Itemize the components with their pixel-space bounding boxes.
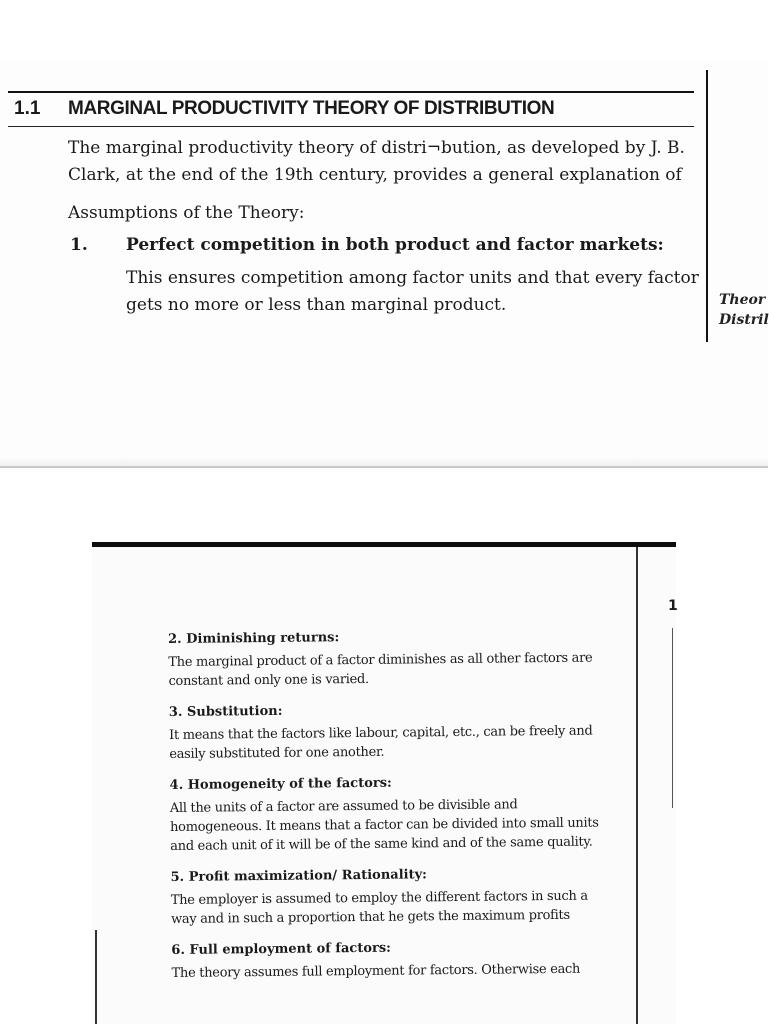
assumption-text xyxy=(170,794,631,856)
item1-number: 1. xyxy=(70,235,88,255)
text-line: The employer is assumed to employ the different factors in such a xyxy=(170,888,588,908)
margin-note-line-1: Theor xyxy=(719,292,766,308)
text-line: homogeneous. It means that a factor can be divided into small units xyxy=(169,815,599,835)
assumption-heading: 6. Full employment of factors: xyxy=(171,940,392,958)
section-number: 1.1 xyxy=(14,98,41,119)
assumption-text xyxy=(168,648,628,691)
text-line: easily substituted for one another. xyxy=(169,744,385,762)
section-title: MARGINAL PRODUCTIVITY THEORY OF DISTRIBUTION xyxy=(68,98,555,119)
assumptions-heading: Assumptions of the Theory: xyxy=(68,203,305,223)
page-edge-mark xyxy=(672,628,677,808)
assumption-heading: 2. Diminishing returns: xyxy=(168,630,340,647)
title-underline xyxy=(8,126,694,127)
assumption-heading: 4. Homogeneity of the factors: xyxy=(169,775,392,793)
item1-line-2: gets no more or less than marginal product. xyxy=(126,295,507,315)
assumption-item xyxy=(170,771,631,856)
margin-rule xyxy=(706,70,708,342)
top-page-scan xyxy=(0,60,768,472)
item1-line-1: This ensures competition among factor units and that every factor xyxy=(126,268,699,288)
assumption-heading: 3. Substitution: xyxy=(168,703,283,720)
text-line: The theory assumes full employment for factors. Otherwise each xyxy=(171,961,581,981)
assumption-text xyxy=(169,721,629,764)
margin-note xyxy=(719,290,769,330)
intro-line-1: The marginal productivity theory of distri¬bution, as developed by J. B. xyxy=(68,138,685,158)
page-left-rule xyxy=(95,930,97,1024)
assumption-item xyxy=(168,625,629,691)
assumption-text xyxy=(171,959,631,983)
assumption-item xyxy=(171,936,631,983)
bottom-page-scan xyxy=(92,542,676,1024)
margin-note-line-2: Distril xyxy=(719,312,769,328)
assumption-text xyxy=(171,886,631,929)
assumption-item xyxy=(170,863,631,929)
text-line: way and in such a proportion that he gets the maximum profits xyxy=(170,907,570,927)
text-line: constant and only one is varied. xyxy=(168,671,369,689)
top-rule xyxy=(8,91,694,93)
page-mark: 1 xyxy=(668,598,678,614)
item1-title: Perfect competition in both product and factor markets: xyxy=(126,235,664,255)
assumption-item xyxy=(169,698,630,764)
intro-line-2: Clark, at the end of the 19th century, provides a general explanation of xyxy=(68,165,682,185)
text-line: and each unit of it will be of the same kind and of the same quality. xyxy=(170,834,593,854)
text-line: All the units of a factor are assumed to be divisible and xyxy=(169,797,518,816)
assumptions-list xyxy=(168,625,632,995)
page-right-rule xyxy=(636,547,638,1024)
page-top-bar xyxy=(92,542,676,547)
assumption-heading: 5. Profit maximization/ Rationality: xyxy=(170,867,427,885)
page-edge xyxy=(0,466,768,468)
text-line: The marginal product of a factor diminishes as all other factors are xyxy=(168,650,593,670)
text-line: It means that the factors like labour, capital, etc., can be freely and xyxy=(169,723,593,743)
